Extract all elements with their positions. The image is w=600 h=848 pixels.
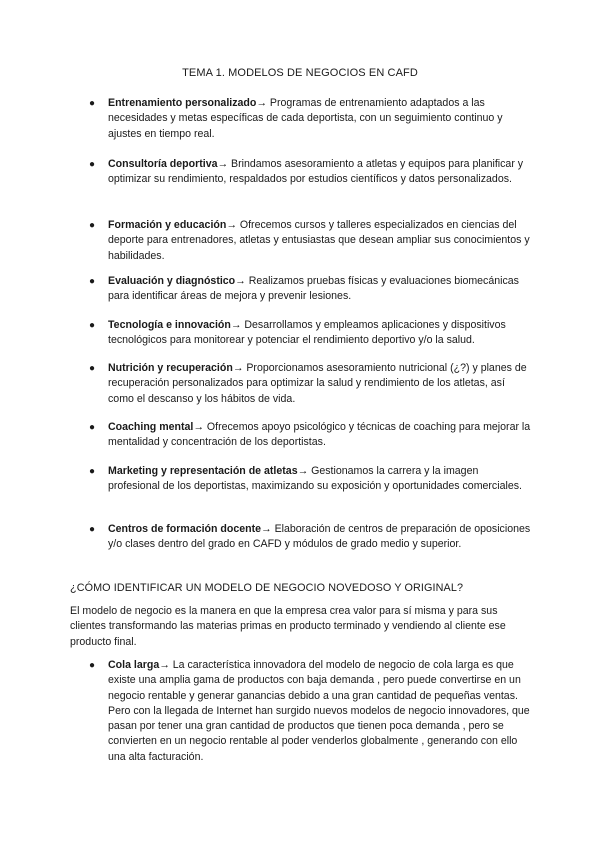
page-title: TEMA 1. MODELOS DE NEGOCIOS EN CAFD (182, 67, 418, 79)
item-label: Nutrición y recuperación (108, 362, 233, 374)
arrow-icon: → (193, 421, 204, 433)
item-text: Proporcionamos asesoramiento nutricional (¿?) y planes de recuperación personalizados para optimizar la salud y rendimiento de los atletas, así como el descanso y los hábitos de vida. (108, 362, 527, 405)
bullet-icon: ● (89, 159, 96, 170)
cola-larga-first-paragraph (108, 658, 533, 704)
arrow-icon: → (226, 219, 237, 231)
item-label: Entrenamiento personalizado (108, 97, 257, 109)
cola-larga-second-paragraph: Pero con la llegada de Internet han surgido nuevos modelos de negocio innovadores, que pasan por tener una gran cantidad de productos que tienen poca demanda , pero se convierten en un negocio rentable al poder venderlos globalmente , generando con ello una alta facturación. (108, 704, 530, 763)
list-item (89, 157, 533, 188)
bullet-icon: ● (89, 98, 96, 109)
item-label: Cola larga (108, 659, 160, 671)
item-label: Formación y educación (108, 219, 227, 231)
item-label: Tecnología e innovación (108, 319, 231, 331)
bullet-icon: ● (89, 363, 96, 374)
bullet-icon: ● (89, 422, 96, 433)
item-text: Brindamos asesoramiento a atletas y equipos para planificar y optimizar su rendimiento, respaldados por estudios científicos y datos personalizados. (108, 158, 524, 186)
item-text: Realizamos pruebas físicas y evaluaciones biomecánicas para identificar áreas de mejora y prevenir lesiones. (108, 275, 519, 303)
item-label: Centros de formación docente (108, 523, 262, 535)
item-label: Coaching mental (108, 421, 194, 433)
arrow-icon: → (261, 523, 272, 535)
item-label: Consultoría deportiva (108, 158, 218, 170)
item-label: Evaluación y diagnóstico (108, 275, 236, 287)
list-item (89, 96, 533, 142)
item-text: La característica innovadora del modelo de negocio de cola larga es que existe una amplia gama de productos con baja demanda , pero puede convertirse en un negocio rentable y generar ganancias debido a una gran cantidad de pequeñas ventas. (108, 659, 521, 702)
bullet-icon: ● (89, 466, 96, 477)
item-text: Desarrollamos y empleamos aplicaciones y dispositivos tecnológicos para monitorear y potenciar el rendimiento deportivo y/o la salud. (108, 319, 506, 347)
arrow-icon: → (256, 97, 267, 109)
arrow-icon: → (159, 659, 170, 671)
item-text: Elaboración de centros de preparación de oposiciones y/o clases dentro del grado en CAFD y módulos de grado medio y superior. (108, 523, 531, 551)
item-label: Marketing y representación de atletas (108, 465, 298, 477)
arrow-icon: → (235, 275, 246, 287)
bullet-icon: ● (89, 220, 96, 231)
list-item (89, 522, 533, 553)
list-item (89, 218, 533, 264)
arrow-icon: → (230, 319, 242, 331)
item-text: Gestionamos la carrera y la imagen profesional de los deportistas, maximizando su exposición y oportunidades comerciales. (108, 465, 522, 493)
bullet-icon: ● (89, 660, 96, 671)
list-item (89, 464, 533, 495)
bullet-icon: ● (89, 524, 96, 535)
section-heading: ¿CÓMO IDENTIFICAR UN MODELO DE NEGOCIO NOVEDOSO Y ORIGINAL? (70, 582, 464, 594)
arrow-icon: → (297, 465, 309, 477)
bullet-icon: ● (89, 320, 96, 331)
item-text: Ofrecemos cursos y talleres especializados en ciencias del deporte para entrenadores, atletas y entusiastas que desean ampliar sus conocimientos y habilidades. (108, 219, 530, 262)
arrow-icon: → (217, 158, 229, 170)
intro-paragraph: El modelo de negocio es la manera en que la empresa crea valor para sí misma y para sus clientes transformando las materias primas en producto terminado y vendiendo al cliente ese producto final. (70, 605, 506, 648)
list-item (89, 361, 533, 407)
item-text: Ofrecemos apoyo psicológico y técnicas de coaching para mejorar la mentalidad y concentración de los deportistas. (108, 421, 531, 449)
bullet-icon: ● (89, 276, 96, 287)
list-item (89, 274, 533, 305)
list-item (89, 318, 533, 349)
list-item-cola-larga (89, 658, 533, 765)
list-item (89, 420, 533, 451)
arrow-icon: → (232, 362, 244, 374)
item-text: Programas de entrenamiento adaptados a las necesidades y metas específicas de cada deportista, con un seguimiento continuo y ajustes en tiempo real. (108, 97, 503, 140)
